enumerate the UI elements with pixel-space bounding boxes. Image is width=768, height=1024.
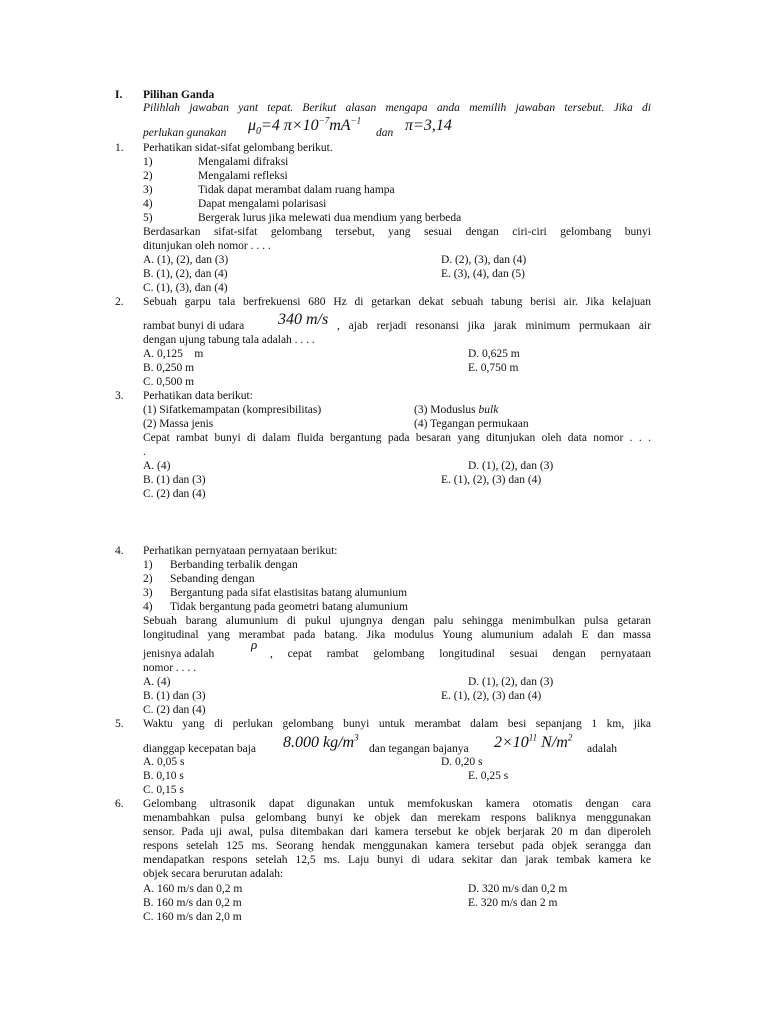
q4-option-b[interactable]: B. (1) dan (3): [143, 690, 206, 702]
q6-option-d[interactable]: D. 320 m/s dan 0,2 m: [468, 883, 568, 895]
q1-option-e[interactable]: E. (3), (4), dan (5): [441, 268, 525, 280]
q4-item-number: 2): [143, 573, 153, 585]
q4-item-text: Sebanding dengan: [170, 573, 255, 585]
q5-line-2-middle: dan tegangan bajanya: [369, 743, 469, 755]
q4-option-d[interactable]: D. (1), (2), dan (3): [468, 676, 554, 688]
q1-item-number: 4): [143, 198, 153, 210]
q1-option-b[interactable]: B. (1), (2), dan (4): [143, 268, 228, 280]
q1-item-number: 5): [143, 212, 153, 224]
q1-option-c[interactable]: C. (1), (3), dan (4): [143, 282, 228, 294]
q5-option-c[interactable]: C. 0,15 s: [143, 784, 184, 796]
q4-item-number: 3): [143, 587, 153, 599]
q4-item-text: Bergantung pada sifat elastisitas batang alumunium: [170, 587, 408, 599]
q4-paragraph-line-3-prefix: jenisnya adalah: [143, 648, 215, 660]
q6-number: 6.: [115, 798, 124, 810]
q6-paragraph-line: sensor. Pada uji awal, pulsa ditembakan dari kamera tersebut ke objek berjarak 20 m dan diperoleh: [143, 826, 651, 838]
q4-number: 4.: [115, 545, 124, 557]
q5-line-1: Waktu yang di perlukan gelombang bunyi untuk merambat dalam besi sepanjang 1 km, jika: [143, 718, 651, 730]
q1-item-text: Mengalami difraksi: [198, 156, 289, 168]
q4-paragraph-line-1: Sebuah barang alumunium di pukul ujungnya dengan palu sehingga menimbulkan pulsa getaran: [143, 615, 651, 627]
q3-data-1: (1) Sifatkemampatan (kompresibilitas): [143, 404, 322, 416]
q5-line-2-suffix: adalah: [587, 743, 618, 755]
q1-question-line-1: Berdasarkan sifat-sifat gelombang tersebut, yang sesuai dengan ciri-ciri gelombang bunyi: [143, 226, 651, 238]
q4-item-number: 1): [143, 559, 153, 571]
q2-line-1: Sebuah garpu tala berfrekuensi 680 Hz di getarkan dekat sebuah tabung berisi air. Jika kelajuan: [143, 296, 651, 308]
q2-speed: 340 m/s: [278, 311, 329, 328]
q1-item-number: 3): [143, 184, 153, 196]
q1-item-text: Dapat mengalami polarisasi: [198, 198, 327, 210]
q2-line-2-suffix: , ajab rerjadi resonansi jika jarak minimum permukaan air: [337, 320, 651, 332]
q1-question-line-2: ditunjukan oleh nomor . . . .: [143, 240, 271, 252]
q4-paragraph-line-2: longitudinal yang merambat pada batang. Jika modulus Young alumunium adalah E dan massa: [143, 629, 651, 641]
q3-question-line-2: .: [143, 446, 146, 458]
q2-option-c[interactable]: C. 0,500 m: [143, 376, 195, 388]
q1-item-text: Tidak dapat merambat dalam ruang hampa: [198, 184, 395, 196]
q5-density: 8.000 $kg/m^3$: [283, 732, 359, 751]
q4-paragraph-line-4: nomor . . . .: [143, 662, 197, 674]
q6-paragraph-line: menambahkan pulsa gelombang bunyi ke objek dan merekam respons baliknya menggunakan: [143, 812, 651, 824]
q1-stem: Perhatikan sidat-sifat gelombang berikut.: [143, 142, 333, 154]
q6-option-e[interactable]: E. 320 m/s dan 2 m: [468, 897, 558, 909]
q4-option-a[interactable]: A. (4): [143, 676, 171, 688]
q5-option-b[interactable]: B. 0,10 s: [143, 770, 184, 782]
q1-option-d[interactable]: D. (2), (3), dan (4): [441, 254, 527, 266]
q2-option-a[interactable]: A. 0,125 m: [143, 348, 204, 360]
q6-paragraph-line: Gelombang ultrasonik dapat digunakan untuk memfokuskan kamera otomatis dengan cara: [143, 798, 651, 810]
q6-paragraph-line: objek secara berurutan adalah:: [143, 868, 284, 880]
q2-number: 2.: [115, 296, 124, 308]
q4-item-text: Tidak bergantung pada geometri batang alumunium: [170, 601, 408, 613]
q3-option-b[interactable]: B. (1) dan (3): [143, 474, 206, 486]
q3-option-d[interactable]: D. (1), (2), dan (3): [468, 460, 554, 472]
q4-paragraph-line-3-suffix: , cepat rambat gelombang longitudinal sesuai dengan pernyataan: [270, 648, 651, 660]
q1-number: 1.: [115, 142, 124, 154]
q6-paragraph-line: mendapatkan respons setelah 12,5 ms. Laju bunyi di udara sekitar dan jarak tembak kamera ke: [143, 854, 651, 866]
q3-option-e[interactable]: E. (1), (2), (3) dan (4): [441, 474, 542, 486]
q1-item-number: 1): [143, 156, 153, 168]
q3-option-c[interactable]: C. (2) dan (4): [143, 488, 206, 500]
q4-item-text: Berbanding terbalik dengan: [170, 559, 298, 571]
q3-data-3: (3) Moduslus bulk: [414, 404, 499, 416]
q4-option-c[interactable]: C. (2) dan (4): [143, 704, 206, 716]
q4-stem: Perhatikan pernyataan pernyataan berikut:: [143, 545, 338, 557]
q3-option-a[interactable]: A. (4): [143, 460, 171, 472]
q4-option-e[interactable]: E. (1), (2), (3) dan (4): [441, 690, 542, 702]
q5-option-d[interactable]: D. 0,20 s: [441, 756, 483, 768]
q2-option-e[interactable]: E. 0,750 m: [468, 362, 519, 374]
q3-stem: Perhatikan data berikut:: [143, 390, 253, 402]
q1-item-number: 2): [143, 170, 153, 182]
section-number: I.: [115, 89, 123, 101]
q2-option-d[interactable]: D. 0,625 m: [468, 348, 520, 360]
q5-line-2-prefix: dianggap kecepatan baja: [143, 743, 257, 755]
q1-option-a[interactable]: A. (1), (2), dan (3): [143, 254, 229, 266]
section-title: Pilihan Ganda: [143, 89, 215, 101]
q4-item-number: 4): [143, 601, 153, 613]
q1-item-text: Mengalami refleksi: [198, 170, 288, 182]
instructions-dan: dan: [376, 127, 394, 139]
q3-question-line-1: Cepat rambat bunyi di dalam fluida bergantung pada besaran yang ditunjukan oleh data nomor . . .: [143, 432, 651, 444]
q5-option-a[interactable]: A. 0,05 s: [143, 756, 185, 768]
q3-number: 3.: [115, 390, 124, 402]
instructions-line-2: perlukan gunakan: [143, 127, 227, 139]
pi-formula: π=3,14: [405, 117, 452, 134]
q6-option-b[interactable]: B. 160 m/s dan 0,2 m: [143, 897, 242, 909]
q1-item-text: Bergerak lurus jika melewati dua mendium yang berbeda: [198, 212, 462, 224]
q6-paragraph-line: respons setelah 125 ms. Seorang hendak menggunakan kamera tersebut pada objek serangga dan: [143, 840, 651, 852]
q2-line-2-prefix: rambat bunyi di udara: [143, 320, 245, 332]
q5-option-e[interactable]: E. 0,25 s: [468, 770, 509, 782]
q2-option-b[interactable]: B. 0,250 m: [143, 362, 195, 374]
q6-option-c[interactable]: C. 160 m/s dan 2,0 m: [143, 911, 242, 923]
q2-line-3: dengan ujung tabung tala adalah . . . .: [143, 334, 315, 346]
q3-data-4: (4) Tegangan permukaan: [414, 418, 529, 430]
q4-rho-symbol: ρ: [251, 637, 258, 652]
q3-data-2: (2) Massa jenis: [143, 418, 214, 430]
instructions-line-1: Pilihlah jawaban yant tepat. Berikut alasan mengapa anda memilih jawaban tersebut. Jika di: [143, 102, 651, 114]
mu-zero-formula: $\mu_0=4$ $\pi\times 10^{-7}mA^{-1}$: [248, 115, 362, 138]
q5-number: 5.: [115, 718, 124, 730]
q5-tension: $2\times 10^{11}$ $N/m^2$: [494, 732, 573, 751]
q6-option-a[interactable]: A. 160 m/s dan 0,2 m: [143, 883, 243, 895]
